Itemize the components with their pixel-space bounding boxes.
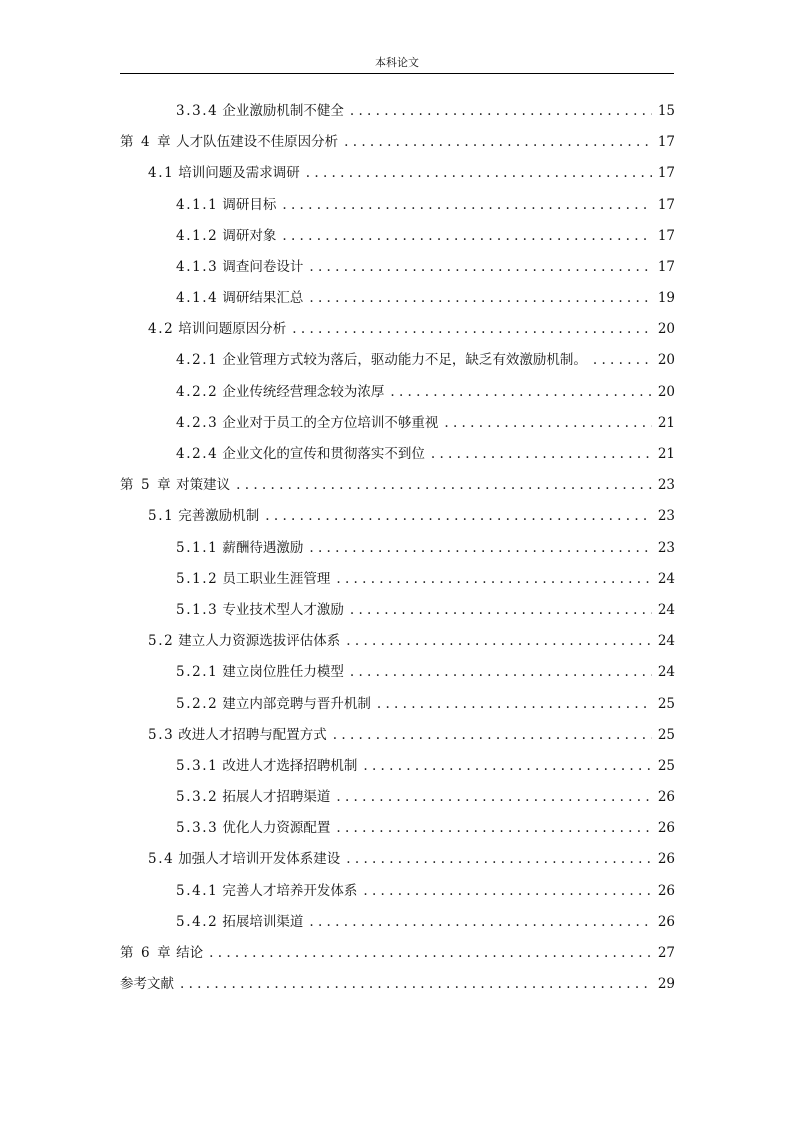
toc-leader-dots [209, 938, 652, 969]
toc-entry-number: 第 5 章 [120, 477, 173, 494]
toc-leader-dots [593, 345, 652, 376]
toc-entry-number: 5.3.3 [176, 820, 219, 837]
toc-entry[interactable] [120, 127, 675, 158]
toc-entry-title: 调研对象 [222, 227, 277, 244]
toc-entry-number: 4.1.4 [176, 290, 219, 307]
toc-leader-dots [350, 96, 652, 127]
toc-entry-page: 25 [657, 726, 675, 743]
toc-entry[interactable] [120, 283, 675, 314]
toc-entry-page: 17 [657, 227, 675, 244]
toc-entry-title: 建立岗位胜任力模型 [222, 664, 344, 681]
toc-entry-title: 人才队伍建设不佳原因分析 [176, 134, 339, 151]
toc-entry[interactable] [120, 626, 675, 657]
toc-entry-page: 21 [657, 446, 675, 463]
toc-entry-number: 4.1.1 [176, 196, 219, 213]
toc-entry-page: 20 [657, 383, 675, 400]
toc-entry-page: 17 [657, 196, 675, 213]
toc-leader-dots [309, 252, 651, 283]
toc-entry-number: 4.1.3 [176, 258, 219, 275]
toc-entry-page: 23 [657, 477, 675, 494]
toc-entry-number: 5.1 [148, 508, 175, 525]
toc-entry[interactable] [120, 346, 675, 377]
toc-entry-page: 23 [657, 508, 675, 525]
toc-entry-page: 24 [657, 664, 675, 681]
toc-leader-dots [350, 595, 652, 626]
toc-entry[interactable] [120, 876, 675, 907]
toc-entry-number: 5.1.2 [176, 570, 219, 587]
toc-entry-number: 5.2.1 [176, 664, 219, 681]
toc-leader-dots [333, 720, 652, 751]
toc-entry-page: 29 [657, 976, 675, 993]
toc-entry-page: 24 [657, 633, 675, 650]
toc-entry[interactable] [120, 969, 675, 1000]
toc-entry-title: 建立人力资源选拔评估体系 [178, 633, 341, 650]
toc-entry-title: 培训问题原因分析 [178, 321, 287, 338]
toc-entry-title: 完善人才培养开发体系 [222, 882, 358, 899]
toc-entry-number: 5.2 [148, 633, 175, 650]
toc-entry-number: 4.2 [148, 321, 175, 338]
toc-leader-dots [377, 689, 652, 720]
toc-entry-page: 17 [657, 258, 675, 275]
toc-leader-dots [282, 221, 651, 252]
toc-leader-dots [336, 782, 651, 813]
toc-entry[interactable] [120, 158, 675, 189]
toc-leader-dots [346, 626, 652, 657]
toc-entry-page: 25 [657, 695, 675, 712]
toc-entry[interactable] [120, 252, 675, 283]
toc-entry-title: 企业激励机制不健全 [222, 102, 344, 119]
toc-entry-title: 改进人才招聘与配置方式 [178, 726, 327, 743]
toc-leader-dots [336, 813, 651, 844]
toc-entry-number: 5.4.1 [176, 882, 219, 899]
toc-entry-title: 企业传统经营理念较为浓厚 [222, 383, 385, 400]
toc-entry[interactable] [120, 657, 675, 688]
toc-leader-dots [309, 283, 651, 314]
page-header: 本科论文 [120, 56, 674, 74]
toc-entry[interactable] [120, 751, 675, 782]
toc-entry-number: 5.1.1 [176, 539, 219, 556]
toc-entry-title: 调查问卷设计 [222, 258, 304, 275]
toc-entry[interactable] [120, 501, 675, 532]
toc-entry-number: 4.2.2 [176, 383, 219, 400]
toc-entry[interactable] [120, 689, 675, 720]
toc-entry-page: 20 [657, 352, 675, 369]
toc-entry-title: 优化人力资源配置 [222, 820, 331, 837]
toc-entry-number: 5.4 [148, 851, 175, 868]
toc-entry[interactable] [120, 190, 675, 221]
toc-entry-title: 培训问题及需求调研 [178, 165, 300, 182]
toc-entry-page: 26 [657, 851, 675, 868]
toc-entry-number: 5.3 [148, 726, 175, 743]
toc-entry[interactable] [120, 470, 675, 501]
toc-entry-number: 4.2.4 [176, 446, 219, 463]
toc-leader-dots [444, 408, 651, 439]
toc-entry[interactable] [120, 720, 675, 751]
toc-leader-dots [309, 907, 651, 938]
toc-entry-page: 17 [657, 165, 675, 182]
toc-entry-page: 26 [657, 789, 675, 806]
toc-entry-number: 4.1 [148, 165, 175, 182]
toc-entry-page: 17 [657, 134, 675, 151]
toc-entry-page: 24 [657, 570, 675, 587]
toc-entry[interactable] [120, 845, 675, 876]
toc-entry-number: 4.1.2 [176, 227, 219, 244]
toc-entry-title: 调研结果汇总 [222, 290, 304, 307]
toc-entry-title: 完善激励机制 [178, 508, 260, 525]
toc-entry-page: 24 [657, 601, 675, 618]
toc-entry-number: 第 6 章 [120, 945, 173, 962]
toc-leader-dots [180, 969, 652, 1000]
toc-entry-title: 结论 [176, 945, 204, 962]
table-of-contents [120, 96, 675, 1000]
toc-entry[interactable] [120, 408, 675, 439]
toc-entry-title: 对策建议 [176, 477, 231, 494]
toc-entry[interactable] [120, 96, 675, 127]
toc-leader-dots [336, 564, 651, 595]
toc-entry-page: 21 [657, 414, 675, 431]
toc-entry-title: 参考文献 [120, 976, 174, 993]
toc-entry-title: 改进人才选择招聘机制 [222, 757, 358, 774]
toc-leader-dots [363, 876, 651, 907]
toc-entry-page: 26 [657, 913, 675, 930]
toc-leader-dots [431, 439, 652, 470]
toc-entry-title: 建立内部竞聘与晋升机制 [222, 695, 371, 712]
toc-entry[interactable] [120, 533, 675, 564]
toc-entry[interactable] [120, 377, 675, 408]
toc-entry-number: 4.2.3 [176, 414, 219, 431]
toc-entry-title: 加强人才培训开发体系建设 [178, 851, 341, 868]
toc-entry-title: 员工职业生涯管理 [222, 570, 331, 587]
toc-leader-dots [390, 377, 651, 408]
toc-entry-number: 4.2.1 [176, 352, 219, 369]
toc-leader-dots [306, 158, 652, 189]
toc-entry[interactable] [120, 221, 675, 252]
toc-entry-title: 薪酬待遇激励 [222, 539, 304, 556]
toc-entry-title: 企业对于员工的全方位培训不够重视 [222, 414, 439, 431]
toc-entry[interactable] [120, 439, 675, 470]
toc-entry-title: 拓展人才招聘渠道 [222, 789, 331, 806]
toc-entry-page: 19 [657, 290, 675, 307]
toc-entry[interactable] [120, 564, 675, 595]
toc-entry-title: 专业技术型人才激励 [222, 601, 344, 618]
toc-leader-dots [236, 470, 652, 501]
toc-leader-dots [282, 190, 651, 221]
toc-entry-title: 企业文化的宣传和贯彻落实不到位 [222, 446, 425, 463]
toc-entry-title: 调研目标 [222, 196, 277, 213]
toc-leader-dots [350, 657, 652, 688]
toc-entry-page: 20 [657, 321, 675, 338]
toc-entry[interactable] [120, 938, 675, 969]
toc-entry-page: 25 [657, 757, 675, 774]
toc-entry-title: 拓展培训渠道 [222, 913, 304, 930]
toc-entry-title: 企业管理方式较为落后，驱动能力不足，缺乏有效激励机制。 [222, 352, 587, 369]
toc-entry-number: 3.3.4 [176, 102, 219, 119]
toc-leader-dots [292, 314, 652, 345]
toc-entry-number: 5.4.2 [176, 913, 219, 930]
toc-leader-dots [363, 751, 651, 782]
toc-entry[interactable] [120, 782, 675, 813]
toc-entry[interactable] [120, 813, 675, 844]
toc-entry-number: 5.2.2 [176, 695, 219, 712]
toc-entry-page: 15 [657, 102, 675, 119]
toc-entry-page: 23 [657, 539, 675, 556]
toc-entry-number: 5.3.2 [176, 789, 219, 806]
toc-leader-dots [265, 501, 652, 532]
toc-leader-dots [344, 127, 652, 158]
toc-leader-dots [346, 844, 652, 875]
toc-entry-number: 第 4 章 [120, 134, 173, 151]
toc-entry-number: 5.1.3 [176, 601, 219, 618]
toc-entry[interactable] [120, 314, 675, 345]
toc-entry-page: 26 [657, 882, 675, 899]
toc-entry[interactable] [120, 907, 675, 938]
toc-entry[interactable] [120, 595, 675, 626]
toc-entry-number: 5.3.1 [176, 757, 219, 774]
toc-entry-page: 27 [657, 945, 675, 962]
toc-leader-dots [309, 533, 651, 564]
toc-entry-page: 26 [657, 820, 675, 837]
